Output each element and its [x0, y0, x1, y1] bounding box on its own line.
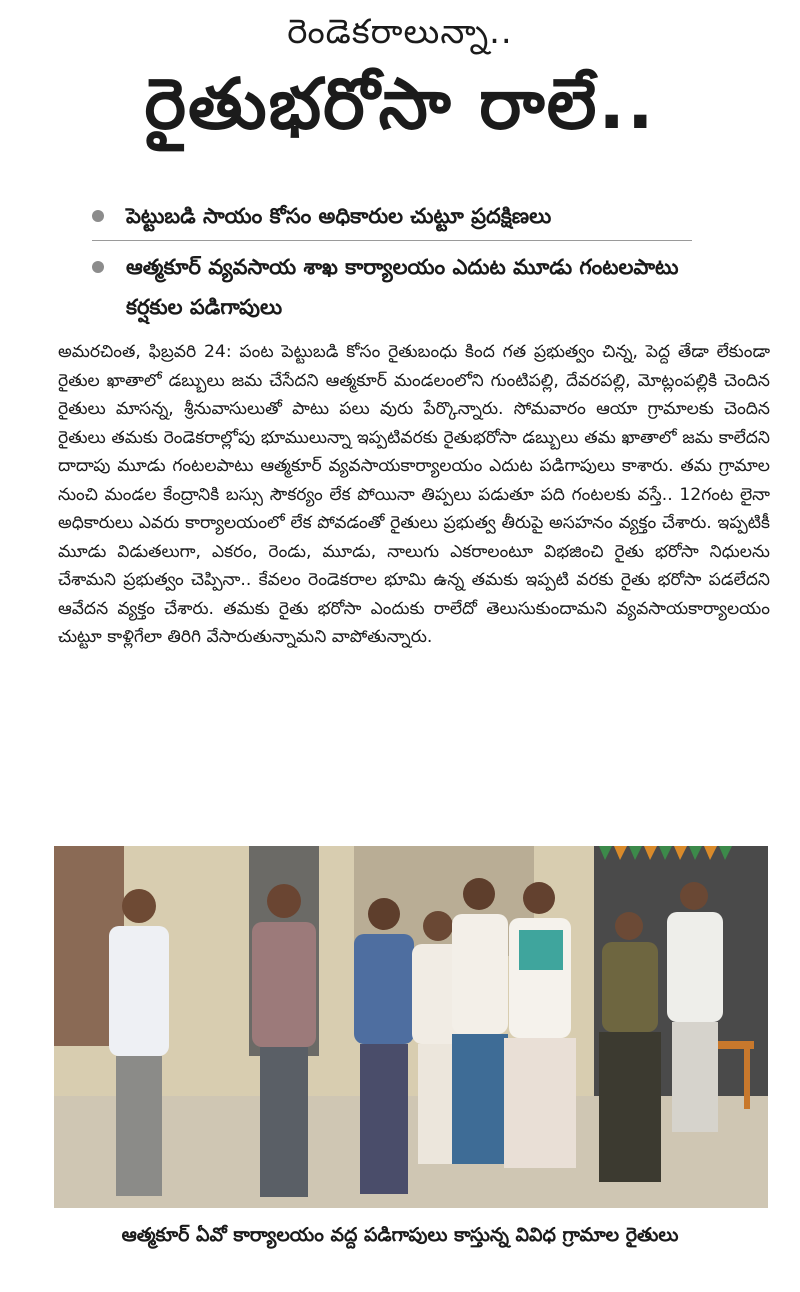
farmers-photo-illustration	[54, 846, 768, 1208]
bullet-item	[92, 196, 692, 241]
bullet-dot-icon	[92, 261, 104, 273]
subheadline-bullets	[92, 196, 692, 327]
news-photo	[54, 846, 768, 1208]
photo-caption: ఆత్మకూర్ ఏవో కార్యాలయం వద్ద పడిగాపులు కాస్తున్న వివిధ గ్రామాల రైతులు	[121, 1224, 679, 1246]
article-body	[58, 338, 770, 652]
main-headline: రైతుభరోసా రాలే..	[144, 63, 656, 145]
dateline: అమరచింత, ఫిబ్రవరి 24:	[58, 342, 232, 362]
bullet-text: ఆత్మకూర్ వ్యవసాయ శాఖ కార్యాలయం ఎదుట మూడు గంటలపాటు కర్షకుల పడిగాపులు	[126, 255, 679, 319]
kicker-headline: రెండెకరాలున్నా..	[287, 12, 513, 52]
body-paragraph: పంట పెట్టుబడి కోసం రైతుబంధు కింద గత ప్రభుత్వం చిన్న, పెద్ద తేడా లేకుండా రైతుల ఖాతాలో డబ్బులు జమ చేసేదని ఆత్మకూర్ మండలంలోని గుంటిపల్లి, దేవరపల్లి, మోట్లంపల్లికి చెందిన రైతులు మాసన్న, శ్రీనువాసులుతో పాటు పలు వురు పేర్కొన్నారు. సోమవారం ఆయా గ్రామాలకు చెందిన రైతులు తమకు రెండెకరాల్లోపు భూములున్నా ఇప్పటివరకు రైతుభరోసా డబ్బులు తమ ఖాతాలో జమ కాలేదని దాదాపు మూడు గంటలపాటు ఆత్మకూర్ వ్యవసాయకార్యాలయం ఎదుట పడిగాపులు కాశారు. తమ గ్రామాల నుంచి మండల కేంద్రానికి బస్సు సౌకర్యం లేక పోయినా తిప్పలు పడుతూ పది గంటలకు వస్తే.. 12గంట లైనా అధికారులు ఎవరు కార్యాలయంలో లేక పోవడంతో రైతులు ప్రభుత్వ తీరుపై అసహనం వ్యక్తం చేశారు. ఇప్పటికీ మూడు విడుతలుగా, ఎకరం, రెండు, మూడు, నాలుగు ఎకరాలంటూ విభజించి రైతు భరోసా నిధులను చేశామని ప్రభుత్వం చెప్పినా.. కేవలం రెండెకరాల భూమి ఉన్న తమకు ఇప్పటి వరకు రైతు భరోసా పడలేదని ఆవేదన వ్యక్తం చేశారు. తమకు రైతు భరోసా ఎందుకు రాలేదో తెలుసుకుందామని వ్యవసాయకార్యాలయం చుట్టూ కాళ్లిగేలా తిరిగి వేసారుతున్నామని వాపోతున్నారు.	[58, 342, 770, 647]
bullet-text: పెట్టుబడి సాయం కోసం అధికారుల చుట్టూ ప్రదక్షిణలు	[126, 204, 552, 228]
bullet-item	[92, 247, 692, 327]
bullet-dot-icon	[92, 210, 104, 222]
